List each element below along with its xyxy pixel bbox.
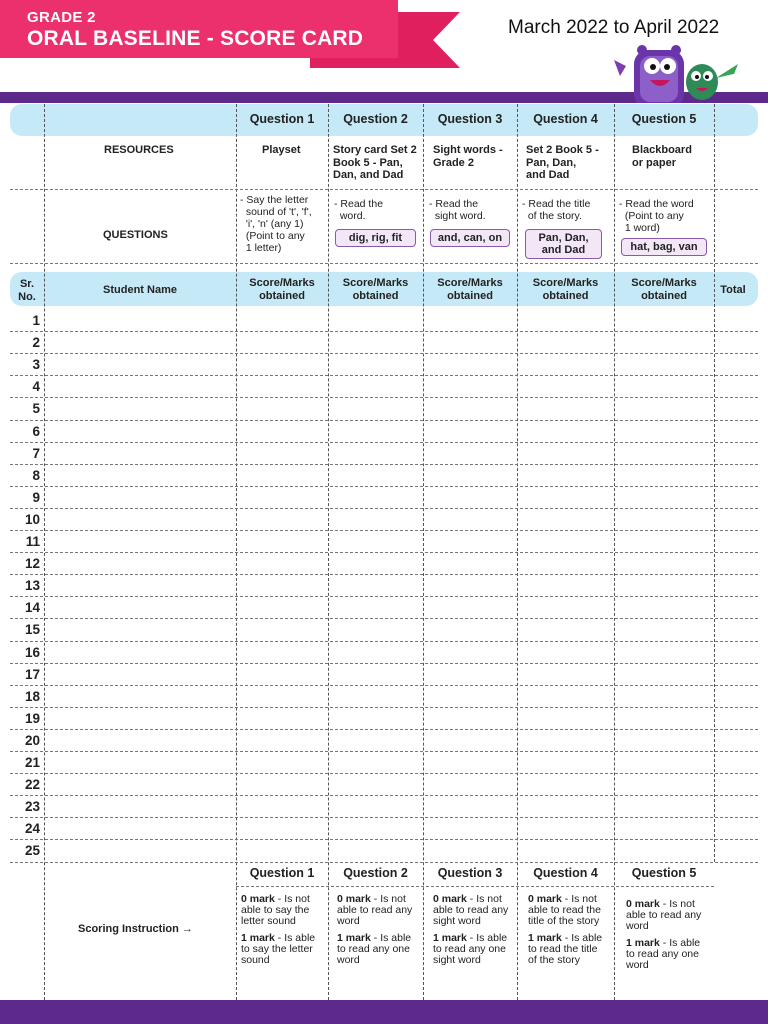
sr-no-header: Sr. No.: [18, 278, 36, 303]
table-row-divider: [10, 751, 758, 752]
table-row-divider: [10, 663, 758, 664]
row-number: 13: [24, 578, 40, 594]
table-row-divider: [10, 729, 758, 730]
question-5-header: Question 5: [631, 112, 697, 126]
table-row-divider: [10, 773, 758, 774]
scoring-q3-text: 0 mark - Is not able to read any sight word 1 mark - Is able to read any one sight word: [433, 893, 509, 966]
table-row-divider: [10, 486, 758, 487]
question-2-words: dig, rig, fit: [335, 229, 416, 247]
resource-q1: Playset: [262, 144, 301, 156]
scoring-q2-header: Question 2: [343, 866, 408, 880]
row-divider: [10, 263, 758, 264]
row-number: 20: [24, 732, 40, 748]
table-row-divider: [10, 464, 758, 465]
row-number: 24: [24, 821, 40, 837]
scoring-q3-header: Question 3: [437, 866, 503, 880]
question-2-text: - Read the word.: [334, 198, 384, 222]
row-number: 22: [24, 777, 40, 793]
table-row-divider: [10, 685, 758, 686]
row-number: 7: [32, 445, 40, 461]
row-number: 9: [32, 489, 40, 505]
row-divider: [10, 862, 758, 863]
scoring-q4-header: Question 4: [533, 866, 598, 880]
scoring-instruction-label: Scoring Instruction →: [78, 923, 193, 935]
question-5-words: hat, bag, van: [621, 238, 707, 256]
row-number: 5: [32, 401, 40, 417]
question-1-header: Question 1: [249, 112, 315, 126]
table-row-divider: [10, 442, 758, 443]
row-number: 15: [24, 622, 40, 638]
row-number: 3: [32, 357, 40, 373]
score-header-q5: Score/Marks obtained: [631, 277, 697, 302]
row-number: 23: [24, 799, 40, 815]
mascot-characters-icon: [612, 42, 747, 108]
table-row-divider: [10, 596, 758, 597]
question-4-words: Pan, Dan, and Dad: [525, 229, 602, 259]
table-row-divider: [10, 618, 758, 619]
row-number: 6: [32, 423, 40, 439]
scoring-q5-header: Question 5: [631, 866, 697, 880]
question-1-text: - Say the letter sound of 't', 'f', 'i', 'n' (any 1) (Point to any 1 letter): [240, 194, 312, 254]
score-header-q1: Score/Marks obtained: [249, 277, 315, 302]
date-range: March 2022 to April 2022: [508, 17, 720, 38]
row-divider: [10, 189, 758, 190]
row-number: 8: [32, 467, 40, 483]
question-4-text: - Read the title of the story.: [522, 198, 591, 222]
question-2-header: Question 2: [343, 112, 408, 126]
row-number: 25: [24, 843, 40, 859]
table-row-divider: [10, 397, 758, 398]
total-header: Total: [720, 284, 746, 296]
row-number: 21: [24, 755, 40, 770]
row-number: 2: [32, 335, 40, 351]
purple-band-bottom: [0, 1000, 768, 1024]
row-number: 1: [32, 313, 40, 328]
table-row-divider: [10, 795, 758, 796]
grade-label: GRADE 2: [27, 9, 96, 26]
table-row-divider: [10, 331, 758, 332]
questions-label: QUESTIONS: [103, 229, 168, 241]
resources-label: RESOURCES: [104, 144, 174, 156]
table-row-divider: [10, 420, 758, 421]
row-number: 19: [24, 710, 40, 726]
page-title: ORAL BASELINE - SCORE CARD: [27, 27, 364, 50]
student-name-header: Student Name: [103, 284, 177, 296]
score-header-q3: Score/Marks obtained: [437, 277, 503, 302]
scoring-q5-text: 0 mark - Is not able to read any word 1 mark - Is able to read any one word: [626, 898, 702, 971]
table-row-divider: [10, 353, 758, 354]
row-number: 12: [24, 556, 40, 572]
table-row-divider: [10, 552, 758, 553]
row-number: 16: [24, 644, 40, 660]
table-row-divider: [10, 817, 758, 818]
table-row-divider: [10, 641, 758, 642]
scoring-q4-text: 0 mark - Is not able to read the title of the story 1 mark - Is able to read the title of the story: [528, 893, 603, 966]
resource-q5: Blackboard or paper: [632, 144, 692, 169]
row-number: 14: [24, 600, 40, 616]
resource-q4: Set 2 Book 5 - Pan, Dan, and Dad: [526, 144, 599, 181]
resource-q3: Sight words - Grade 2: [433, 144, 503, 169]
row-number: 4: [32, 379, 40, 395]
table-row-divider: [10, 508, 758, 509]
table-row-divider: [10, 707, 758, 708]
row-number: 17: [24, 666, 40, 682]
row-number: 11: [25, 534, 40, 549]
scoring-q1-text: 0 mark - Is not able to say the letter sound 1 mark - Is able to say the letter sound: [241, 893, 316, 966]
table-row-divider: [10, 839, 758, 840]
row-number: 18: [24, 688, 40, 704]
table-row-divider: [10, 375, 758, 376]
question-3-text: - Read the sight word.: [429, 198, 486, 222]
scoring-q2-text: 0 mark - Is not able to read any word 1 mark - Is able to read any one word: [337, 893, 413, 966]
row-divider: [236, 886, 714, 887]
score-header-q2: Score/Marks obtained: [342, 277, 409, 302]
col-divider: [714, 104, 715, 862]
table-row-divider: [10, 530, 758, 531]
row-number: 10: [24, 511, 40, 527]
table-row-divider: [10, 574, 758, 575]
question-4-header: Question 4: [533, 112, 598, 126]
question-3-words: and, can, on: [430, 229, 510, 247]
question-3-header: Question 3: [437, 112, 503, 126]
scoring-q1-header: Question 1: [249, 866, 315, 880]
score-header-q4: Score/Marks obtained: [532, 277, 599, 302]
question-5-text: - Read the word (Point to any 1 word): [619, 198, 694, 234]
resource-q2: Story card Set 2 Book 5 - Pan, Dan, and Dad: [333, 144, 417, 181]
